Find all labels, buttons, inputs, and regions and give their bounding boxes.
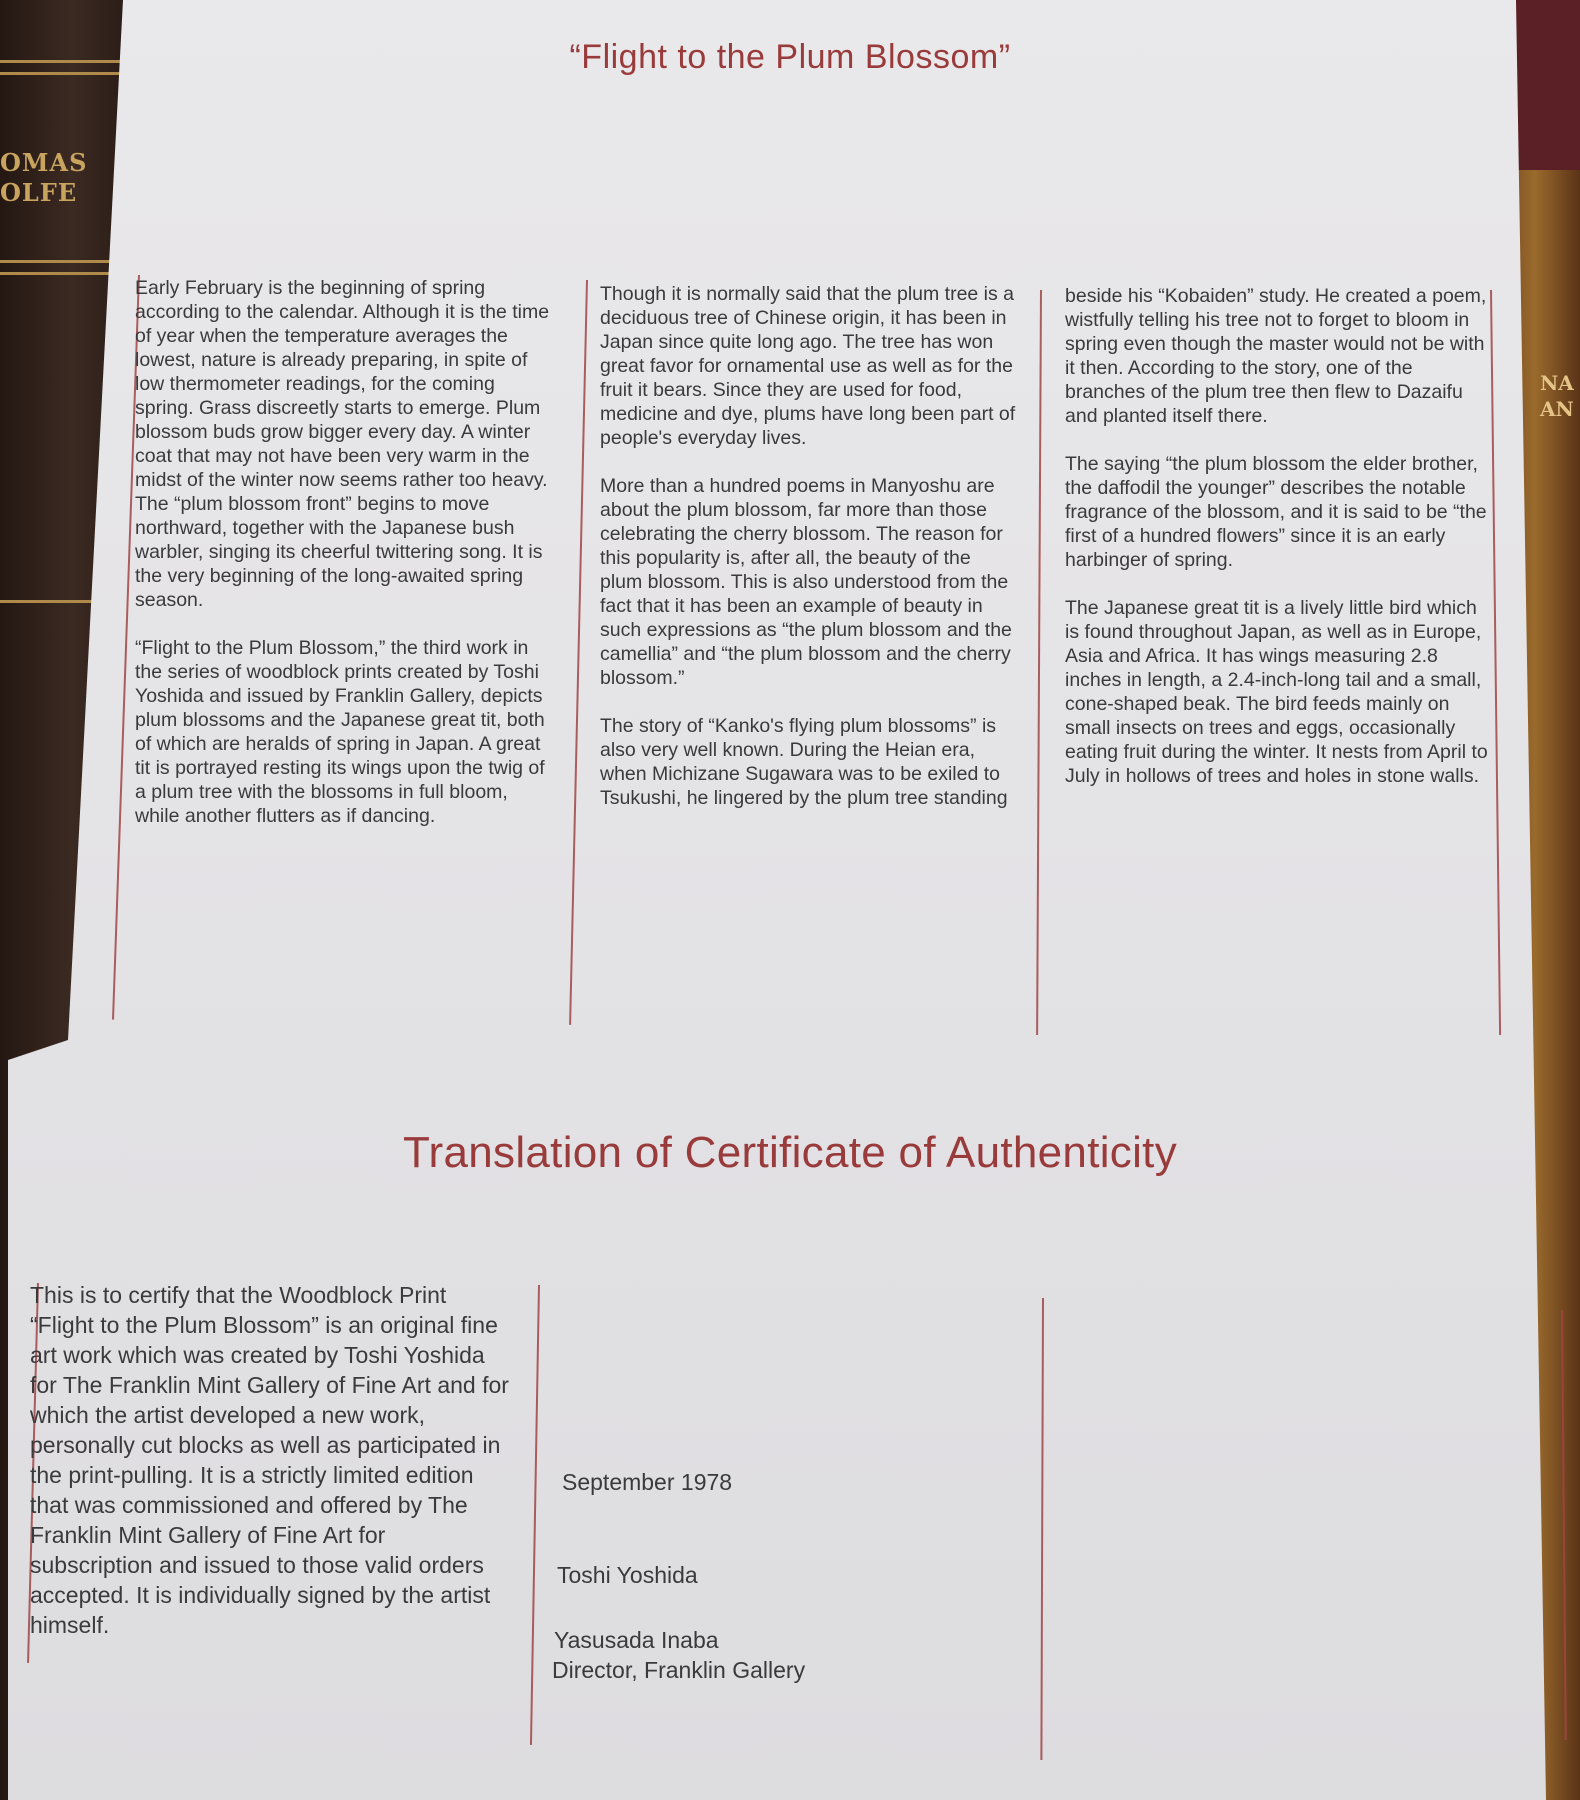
gold-rule xyxy=(0,260,120,263)
certificate-heading: Translation of Certificate of Authenticity xyxy=(402,1128,1177,1177)
paragraph: The story of “Kanko's flying plum blossoms” is also very well known. During the Heian era, when Michizane Sugawara was to be exiled to Tsukushi, he lingered by the plum tree standing xyxy=(600,715,1008,809)
spine-line: NA xyxy=(1540,371,1574,395)
paragraph: Though it is normally said that the plum tree is a deciduous tree of Chinese origin, it has been in Japan since quite long ago. The tree has won great favor for ornamental use as well as for the fruit it bears. Since they are used for food, medicine and dye, plums have long been part of people's everyday lives. xyxy=(600,283,1016,449)
page-title: “Flight to the Plum Blossom” xyxy=(569,38,1011,76)
artist-name: Toshi Yoshida xyxy=(557,1562,698,1588)
text-column-2 xyxy=(600,282,1018,810)
paragraph: beside his “Kobaiden” study. He created a poem, wistfully telling his tree not to forget to bloom in spring even though the master would not be with it then. According to the story, one of the branches of the plum tree then flew to Dazaifu and planted itself there. xyxy=(1065,285,1487,427)
director-title: Director, Franklin Gallery xyxy=(552,1657,806,1683)
certificate-date: September 1978 xyxy=(562,1469,733,1495)
right-spine-text xyxy=(1540,370,1580,422)
text-column-3 xyxy=(1065,284,1490,788)
spine-line: OMAS xyxy=(0,148,88,177)
spine-line: OLFE xyxy=(0,178,78,207)
paragraph: The saying “the plum blossom the elder brother, the daffodil the younger” describes the notable fragrance of the blossom, and it is said to be “the first of a hundred flowers” since it is an early harbinger of spring. xyxy=(1065,453,1487,571)
director-name: Yasusada Inaba xyxy=(554,1627,719,1653)
certificate-paragraph: This is to certify that the Woodblock Print “Flight to the Plum Blossom” is an original fine art work which was created by Toshi Yoshida for The Franklin Mint Gallery of Fine Art and for which the artist developed a new work, personally cut blocks as well as participated in the print-pulling. It is a strictly limited edition that was commissioned and offered by The Franklin Mint Gallery of Fine Art for subscription and issued to those valid orders accepted. It is individually signed by the artist himself. xyxy=(30,1282,509,1638)
paragraph: Early February is the beginning of spring according to the calendar. Although it is the time of year when the temperature averages the lowest, nature is already preparing, in spite of low thermometer readings, for the coming spring. Grass discreetly starts to emerge. Plum blossom buds grow bigger every day. A winter coat that may not have been very warm in the midst of the winter now seems rather too heavy. The “plum blossom front” begins to move northward, together with the Japanese bush warbler, singing its cheerful twittering song. It is the very beginning of the long-awaited spring season. xyxy=(135,277,550,611)
certificate-body xyxy=(30,1280,510,1640)
gold-rule xyxy=(0,272,120,275)
paragraph: More than a hundred poems in Manyoshu are about the plum blossom, far more than those celebrating the cherry blossom. The reason for this popularity is, after all, the beauty of the plum blossom. This is also understood from the fact that it has been an example of beauty in such expressions as “the plum blossom and the camellia” and “the plum blossom and the cherry blossom.” xyxy=(600,475,1012,689)
spine-line: AN xyxy=(1540,397,1574,421)
paragraph: “Flight to the Plum Blossom,” the third work in the series of woodblock prints created by Toshi Yoshida and issued by Franklin Gallery, depicts plum blossoms and the Japanese great tit, both of which are heralds of spring in Japan. A great tit is portrayed resting its wings upon the twig of a plum tree with the blossoms in full bloom, while another flutters as if dancing. xyxy=(135,637,545,827)
text-column-1 xyxy=(135,276,555,828)
paragraph: The Japanese great tit is a lively little bird which is found throughout Japan, as well as in Europe, Asia and Africa. It has wings measuring 2.8 inches in length, a 2.4-inch-long tail and a small, cone-shaped beak. The bird feeds mainly on small insects on trees and eggs, occasionally eating fruit during the winter. It nests from April to July in hollows of trees and holes in stone walls. xyxy=(1065,597,1488,787)
left-spine-text xyxy=(0,148,120,208)
